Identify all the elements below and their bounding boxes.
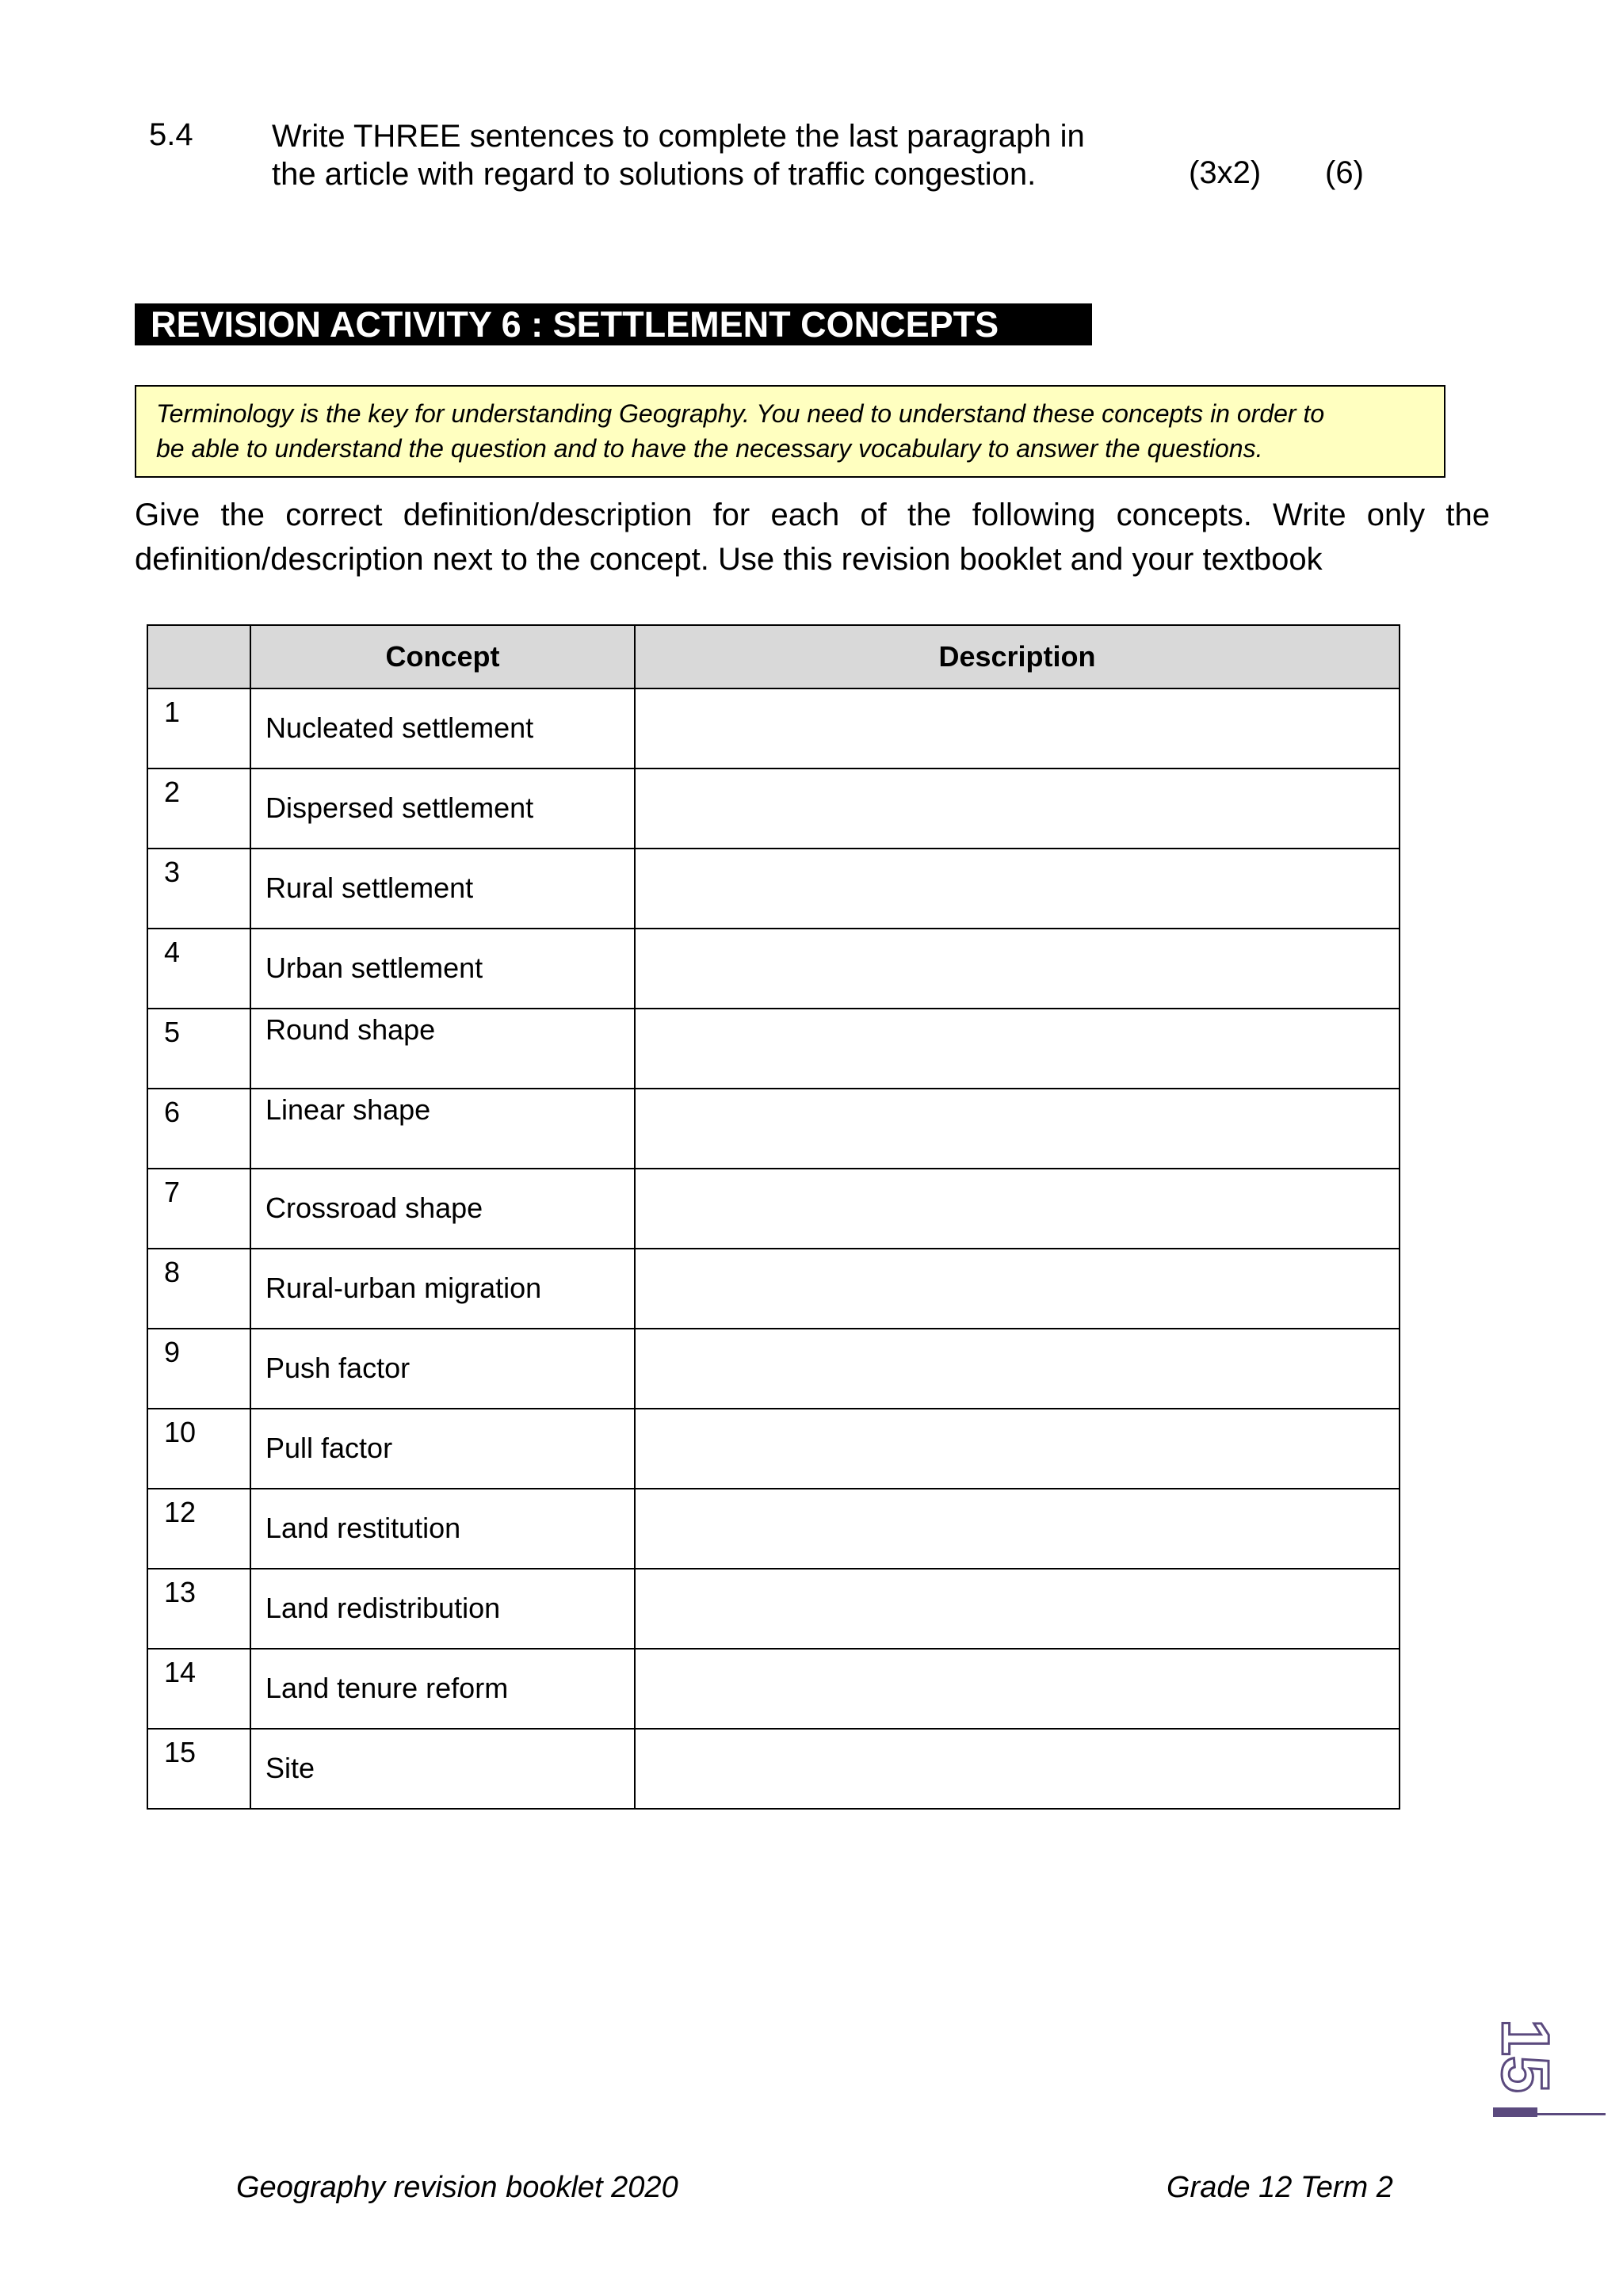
row-description[interactable] xyxy=(635,1329,1400,1409)
question-text xyxy=(272,117,1223,193)
table-row xyxy=(147,929,1400,1009)
row-number: 4 xyxy=(147,929,250,1009)
row-description[interactable] xyxy=(635,849,1400,929)
row-number: 12 xyxy=(147,1489,250,1569)
row-description[interactable] xyxy=(635,1649,1400,1729)
row-number: 14 xyxy=(147,1649,250,1729)
row-description[interactable] xyxy=(635,1489,1400,1569)
row-description[interactable] xyxy=(635,688,1400,769)
row-concept: Dispersed settlement xyxy=(265,791,534,824)
row-number: 7 xyxy=(147,1169,250,1249)
page-number-rule-thick xyxy=(1493,2107,1537,2117)
terminology-note xyxy=(135,385,1445,478)
table-row xyxy=(147,1329,1400,1409)
table-row xyxy=(147,1729,1400,1809)
row-concept: Urban settlement xyxy=(265,952,483,984)
row-number: 10 xyxy=(147,1409,250,1489)
footer-right: Grade 12 Term 2 xyxy=(1167,2171,1393,2204)
row-description[interactable] xyxy=(635,1569,1400,1649)
row-description[interactable] xyxy=(635,1009,1400,1089)
row-description[interactable] xyxy=(635,1729,1400,1809)
row-number: 8 xyxy=(147,1249,250,1329)
row-concept: Nucleated settlement xyxy=(265,711,534,744)
row-description[interactable] xyxy=(635,1409,1400,1489)
row-number: 13 xyxy=(147,1569,250,1649)
row-concept: Push factor xyxy=(265,1352,411,1384)
row-description[interactable] xyxy=(635,769,1400,849)
row-concept: Site xyxy=(265,1752,315,1784)
row-concept: Pull factor xyxy=(265,1432,393,1464)
page-number-rule-thin xyxy=(1537,2113,1606,2115)
instructions: Give the correct definition/description for each of the following concepts. Write only the definition/description next to the concept. Use this revision booklet and your textbook xyxy=(135,498,1490,577)
question-total: (6) xyxy=(1325,155,1364,190)
table-header-row xyxy=(147,625,1400,688)
header-number xyxy=(147,625,250,688)
question-text-line-1: Write THREE sentences to complete the last paragraph in xyxy=(272,119,1085,154)
row-concept: Rural settlement xyxy=(265,871,474,904)
row-number: 1 xyxy=(147,688,250,769)
row-number: 6 xyxy=(147,1089,250,1169)
row-number: 5 xyxy=(147,1009,250,1089)
row-number: 15 xyxy=(147,1729,250,1809)
table-row xyxy=(147,1249,1400,1329)
table-row xyxy=(147,1009,1400,1089)
row-description[interactable] xyxy=(635,1249,1400,1329)
row-description[interactable] xyxy=(635,1169,1400,1249)
question-text-line-2: the article with regard to solutions of traffic congestion. xyxy=(272,157,1037,192)
row-number: 2 xyxy=(147,769,250,849)
note-line-1: Terminology is the key for understanding Geography. You need to understand these concepts in order to xyxy=(156,399,1325,428)
table-row xyxy=(147,849,1400,929)
row-number: 9 xyxy=(147,1329,250,1409)
table-row xyxy=(147,1409,1400,1489)
row-concept: Crossroad shape xyxy=(265,1192,483,1224)
row-concept: Land tenure reform xyxy=(265,1672,509,1704)
header-concept: Concept xyxy=(250,625,635,688)
page-number: 15 xyxy=(1488,2019,1564,2093)
row-concept: Land restitution xyxy=(265,1512,461,1544)
table-row xyxy=(147,1649,1400,1729)
row-concept: Rural-urban migration xyxy=(265,1272,542,1304)
row-description[interactable] xyxy=(635,929,1400,1009)
footer-left: Geography revision booklet 2020 xyxy=(236,2171,678,2204)
question-marks: (3x2) xyxy=(1189,155,1262,190)
note-line-2: be able to understand the question and to have the necessary vocabulary to answer the questions. xyxy=(156,434,1263,463)
row-description[interactable] xyxy=(635,1089,1400,1169)
table-row xyxy=(147,1169,1400,1249)
row-concept: Land redistribution xyxy=(265,1592,501,1624)
table-row xyxy=(147,1089,1400,1169)
table-row xyxy=(147,1569,1400,1649)
activity-title: REVISION ACTIVITY 6 : SETTLEMENT CONCEPTS xyxy=(135,303,1092,345)
header-description: Description xyxy=(635,625,1400,688)
table-row xyxy=(147,1489,1400,1569)
row-concept: Linear shape xyxy=(265,1093,431,1126)
table-row xyxy=(147,769,1400,849)
row-number: 3 xyxy=(147,849,250,929)
question-number: 5.4 xyxy=(149,117,193,152)
row-concept: Round shape xyxy=(265,1013,436,1046)
table-row xyxy=(147,688,1400,769)
concepts-table xyxy=(147,624,1400,1810)
